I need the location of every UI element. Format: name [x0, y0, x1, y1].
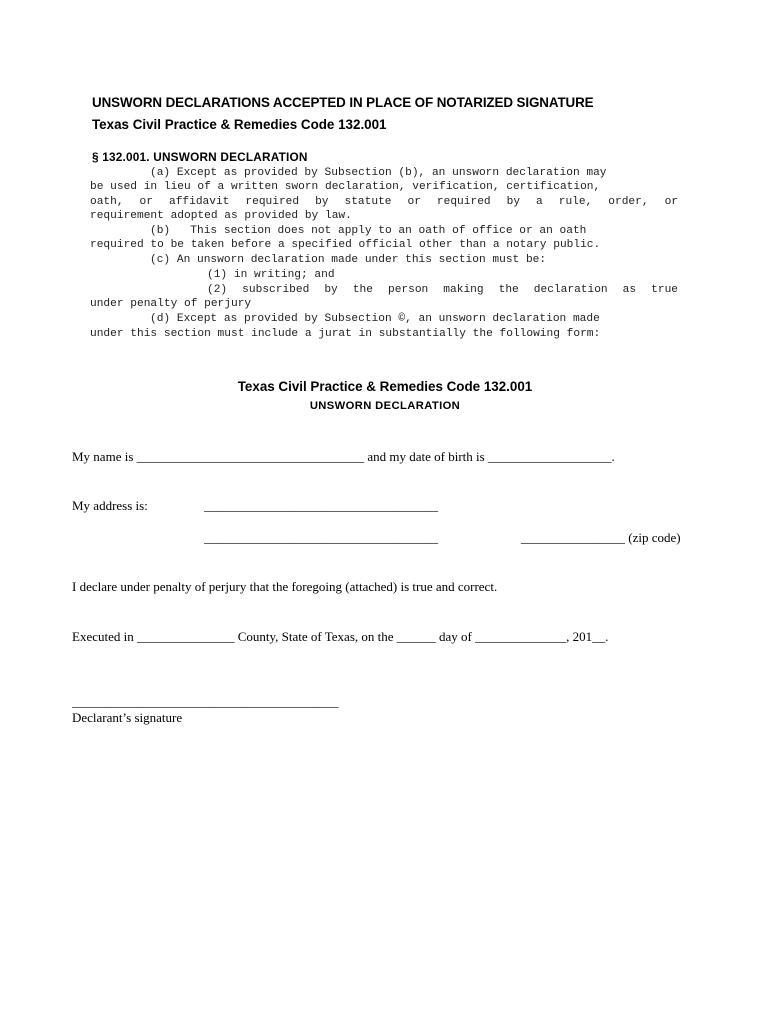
statute-line: (a) Except as provided by Subsection (b), an unsworn declaration may — [150, 167, 607, 179]
statute-line: (2) subscribed by the person making the declaration as true — [207, 284, 678, 296]
signature-field[interactable]: _________________________________________ — [72, 694, 339, 709]
form-code-title: Texas Civil Practice & Remedies Code 132.001 — [237, 379, 533, 394]
statute-line: under this section must include a jurat in substantially the following form: — [90, 328, 601, 340]
statute-line: (1) in writing; and — [207, 269, 335, 281]
address-field-1[interactable]: ____________________________________ — [204, 498, 438, 513]
zip-code-field[interactable]: ________________ (zip code) — [521, 530, 681, 545]
penalty-statement: I declare under penalty of perjury that the foregoing (attached) is true and correct. — [72, 579, 498, 594]
form-subtitle: UNSWORN DECLARATION — [309, 400, 461, 412]
statute-line: be used in lieu of a written sworn declaration, verification, certification, — [90, 181, 601, 193]
executed-line[interactable]: Executed in _______________ County, State of Texas, on the ______ day of ______________, 201__. — [72, 629, 609, 644]
statute-line: under penalty of perjury — [90, 298, 252, 310]
statute-line: requirement adopted as provided by law. — [90, 210, 352, 222]
statute-line: (d) Except as provided by Subsection ©, an unsworn declaration made — [150, 313, 600, 325]
name-dob-line[interactable]: My name is ___________________________________ and my date of birth is ___________________. — [72, 449, 615, 464]
address-field-2[interactable]: ____________________________________ — [204, 530, 438, 545]
statute-line: (c) An unsworn declaration made under this section must be: — [150, 254, 547, 266]
statute-line: (b) This section does not apply to an oath of office or an oath — [150, 225, 587, 237]
statute-line: required to be taken before a specified official other than a notary public. — [90, 239, 601, 251]
address-label: My address is: — [72, 498, 148, 513]
statute-code-heading: Texas Civil Practice & Remedies Code 132.001 — [92, 117, 387, 132]
section-heading: § 132.001. UNSWORN DECLARATION — [92, 150, 308, 164]
statute-line: oath, or affidavit required by statute or required by a rule, order, or — [90, 196, 678, 208]
signature-label: Declarant’s signature — [72, 710, 183, 725]
document-title: UNSWORN DECLARATIONS ACCEPTED IN PLACE OF NOTARIZED SIGNATURE — [92, 95, 594, 110]
